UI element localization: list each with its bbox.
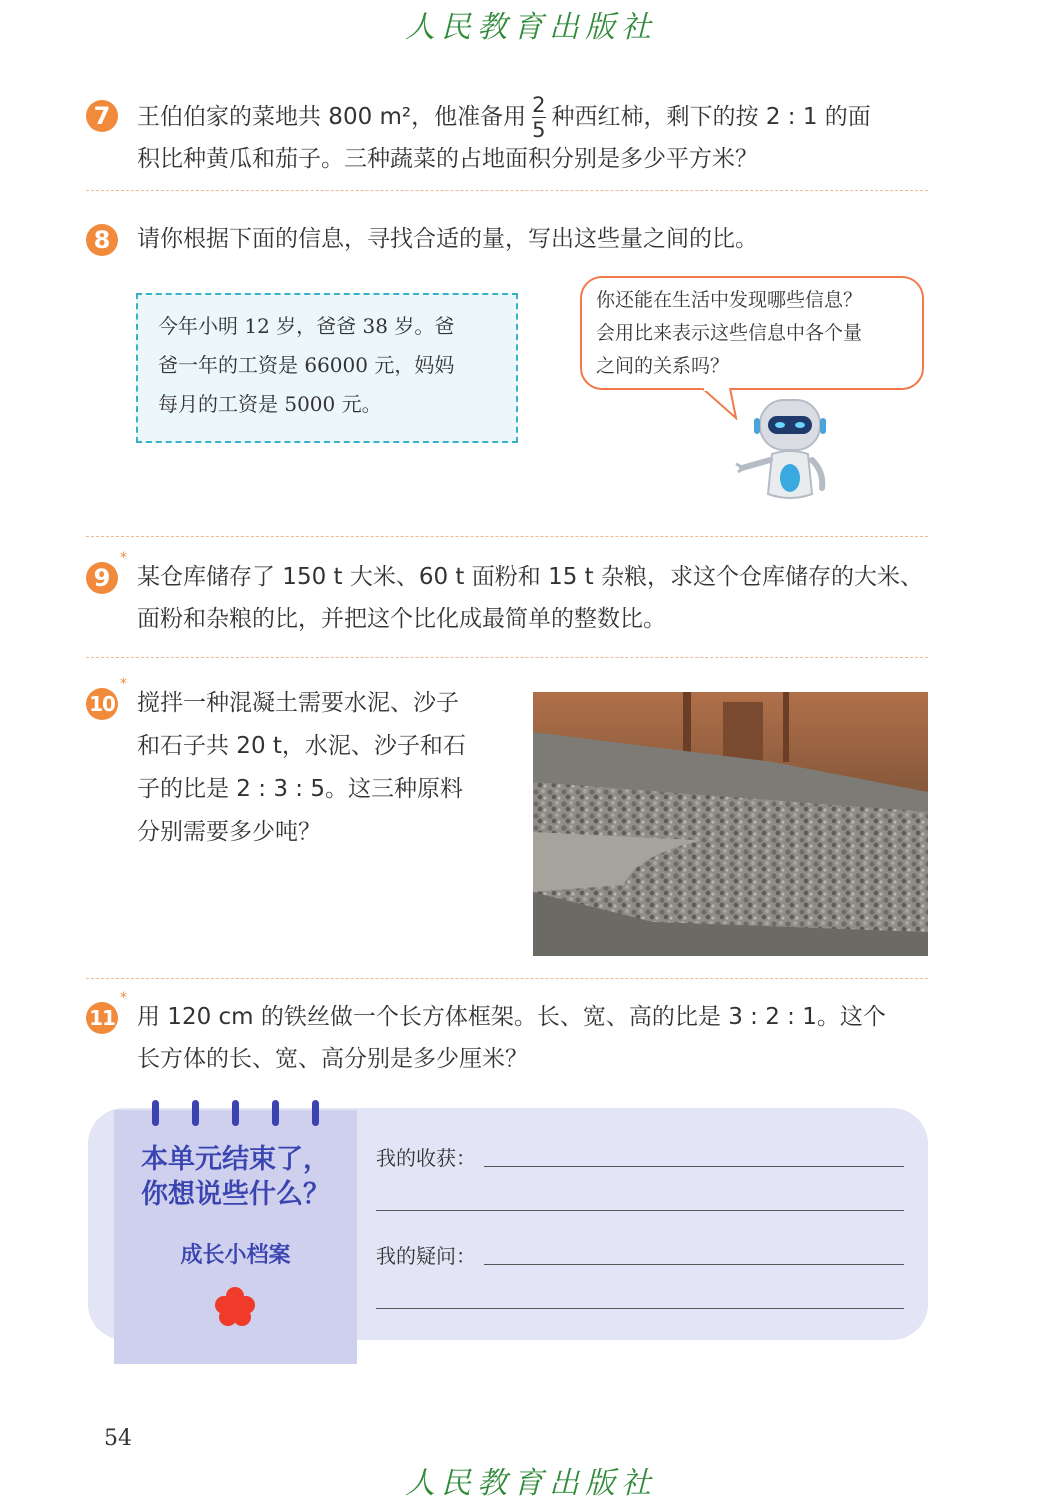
info-line: 爸一年的工资是 66000 元，妈妈 bbox=[158, 353, 455, 377]
card-title-line1: 本单元结束了， bbox=[141, 1144, 330, 1175]
bubble-line: 之间的关系吗？ bbox=[596, 355, 730, 377]
info-box bbox=[136, 293, 518, 443]
problem-11-line2: 长方体的长、宽、高分别是多少厘米？ bbox=[137, 1046, 528, 1072]
answer-line[interactable] bbox=[484, 1166, 904, 1167]
bubble-line: 会用比来表示这些信息中各个量 bbox=[596, 322, 863, 344]
fraction-denominator: 5 bbox=[532, 118, 546, 142]
problem-10-line: 子的比是 2 : 3 : 5。这三种原料 bbox=[137, 776, 463, 802]
concrete-mixing-image bbox=[533, 692, 928, 956]
separator bbox=[86, 657, 928, 658]
problem-7-line2: 积比种黄瓜和茄子。三种蔬菜的占地面积分别是多少平方米？ bbox=[137, 146, 758, 172]
star-mark: * bbox=[120, 990, 127, 1006]
problem-number-11: 11 bbox=[86, 1002, 118, 1034]
binder-ring-icon bbox=[312, 1100, 319, 1126]
problem-10-line: 分别需要多少吨？ bbox=[137, 819, 321, 845]
page-number: 54 bbox=[104, 1426, 132, 1451]
separator bbox=[86, 536, 928, 537]
separator bbox=[86, 190, 928, 191]
problem-8 bbox=[86, 224, 936, 264]
separator bbox=[86, 978, 928, 979]
problem-number-10: 10 bbox=[86, 688, 118, 720]
problem-8-text: 请你根据下面的信息，寻找合适的量，写出这些量之间的比。 bbox=[137, 226, 758, 252]
gain-label: 我的收获： bbox=[376, 1146, 476, 1170]
robot-icon bbox=[732, 398, 832, 502]
binder-ring-icon bbox=[192, 1100, 199, 1126]
star-mark: * bbox=[120, 676, 127, 692]
problem-9-line1: 某仓库储存了 150 t 大米、60 t 面粉和 15 t 杂粮，求这个仓库储存的大米、 bbox=[137, 564, 923, 590]
publisher-header: 人民教育出版社 bbox=[405, 10, 657, 45]
card-title-line2: 你想说些什么？ bbox=[141, 1179, 330, 1210]
problem-number-8: 8 bbox=[86, 224, 118, 256]
problem-7-text-a: 王伯伯家的菜地共 800 m²，他准备用 bbox=[137, 104, 527, 130]
info-line: 每月的工资是 5000 元。 bbox=[158, 392, 382, 416]
problem-10-line: 和石子共 20 t，水泥、沙子和石 bbox=[137, 733, 466, 759]
speech-bubble bbox=[580, 276, 924, 390]
problem-7-text-b: 种西红柿，剩下的按 2 : 1 的面 bbox=[551, 104, 871, 130]
fraction-numerator: 2 bbox=[532, 93, 546, 117]
star-mark: * bbox=[120, 550, 127, 566]
problem-7-line1 bbox=[137, 94, 871, 141]
answer-line[interactable] bbox=[484, 1264, 904, 1265]
problem-number-7: 7 bbox=[86, 100, 118, 132]
publisher-footer: 人民教育出版社 bbox=[405, 1466, 657, 1501]
answer-line[interactable] bbox=[376, 1210, 904, 1211]
concrete-photo bbox=[533, 692, 928, 956]
info-line: 今年小明 12 岁，爸爸 38 岁。爸 bbox=[158, 314, 455, 338]
problem-10-line: 搅拌一种混凝土需要水泥、沙子 bbox=[137, 690, 459, 716]
problem-9 bbox=[86, 550, 936, 642]
answer-line[interactable] bbox=[376, 1308, 904, 1309]
flower-icon bbox=[212, 1286, 258, 1330]
problem-7 bbox=[86, 93, 936, 180]
problem-number-9: 9 bbox=[86, 562, 118, 594]
problem-10 bbox=[86, 676, 506, 868]
problem-9-line2: 面粉和杂粮的比，并把这个比化成最简单的整数比。 bbox=[137, 606, 666, 632]
card-subtitle: 成长小档案 bbox=[180, 1243, 291, 1268]
card-title bbox=[114, 1142, 357, 1212]
binder-ring-icon bbox=[152, 1100, 159, 1126]
bubble-line: 你还能在生活中发现哪些信息？ bbox=[596, 289, 863, 311]
binder-ring-icon bbox=[272, 1100, 279, 1126]
problem-11 bbox=[86, 990, 936, 1082]
binder-ring-icon bbox=[232, 1100, 239, 1126]
fraction-two-fifths bbox=[532, 94, 545, 141]
problem-11-line1: 用 120 cm 的铁丝做一个长方体框架。长、宽、高的比是 3 : 2 : 1。这个 bbox=[137, 1004, 886, 1030]
question-label: 我的疑问： bbox=[376, 1244, 476, 1268]
